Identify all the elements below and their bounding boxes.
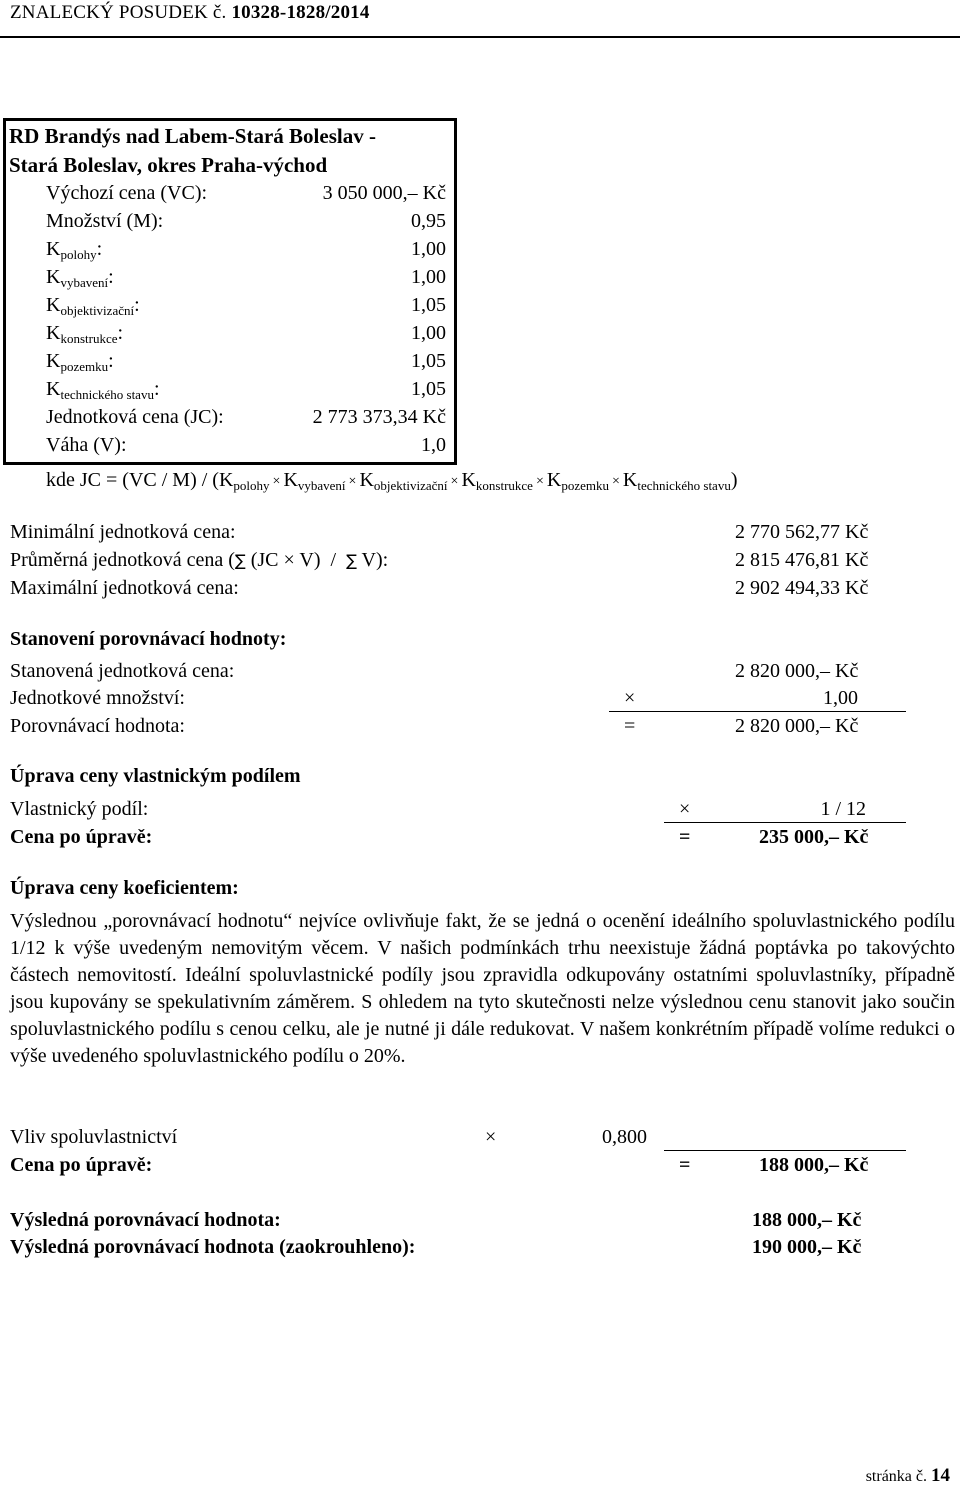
header-rule xyxy=(0,36,960,38)
max-price-label: Maximální jednotková cena: xyxy=(10,577,239,599)
rounded-value-label: Výsledná porovnávací hodnota (zaokrouhleno): xyxy=(10,1236,416,1258)
share-times: × xyxy=(679,798,691,820)
max-price-value: 2 902 494,33 Kč xyxy=(735,577,869,599)
comparison-heading: Stanovení porovnávací hodnoty: xyxy=(10,628,287,650)
final-value: 188 000,– Kč xyxy=(752,1209,862,1231)
influence-label: Vliv spoluvlastnictví xyxy=(10,1126,178,1148)
property-title-line1: RD Brandýs nad Labem-Stará Boleslav - xyxy=(9,124,376,148)
quantity-times: × xyxy=(624,687,636,709)
min-price-label: Minimální jednotková cena: xyxy=(10,521,236,543)
jc-formula: kde JC = $(VC / M) / (K_{polohy} \times K_{vybavení} \times K_{objektivizační} \times K_{konstrukce} \times K_{pozemku} \times K_{technického stavu})$ xyxy=(46,469,738,493)
ownership-price-label: Cena po úpravě: xyxy=(10,826,153,848)
row-label-jc: Jednotková cena (JC): xyxy=(46,406,224,428)
coefficient-paragraph: Výslednou „porovnávací hodnotu“ nejvíce ovlivňuje fakt, že se jedná o ocenění ideálního spoluvlastnického podílu 1/12 k výše uvedeným nemovitým věcem. V našich podmínkách trhu neexistuje žádná poptávka po takovýchto částech nemovitostí. Ideální spoluvlastnické podíly jsou zpravidla odkupovány ostatními spoluvlastníky, případně jsou kupovány se spekulativním záměrem. S ohledem na tyto skutečnosti nelze výslednou cenu stanovit jako součin spoluvlastnického podílu s cenou celku, ale je nutné ji dále redukovat. V našem konkrétním případě volíme redukci o výše uvedeného spoluvlastnického podílu o 20%. xyxy=(10,910,955,1067)
row-value-m: 0,95 xyxy=(411,210,446,232)
comparison-value-equals: = xyxy=(624,715,636,737)
page-number: 14 xyxy=(931,1465,950,1486)
header-number: 10328-1828/2014 xyxy=(231,2,370,23)
row-value-vc: 3 050 000,– Kč xyxy=(322,182,446,204)
quantity-value: 1,00 xyxy=(823,687,858,709)
final-value-label: Výsledná porovnávací hodnota: xyxy=(10,1209,281,1231)
ownership-price-equals: = xyxy=(679,826,691,848)
page-footer xyxy=(866,1465,950,1487)
influence-underline xyxy=(664,1150,906,1151)
row-label-k-konstrukce: $K_{konstrukce}$: xyxy=(46,322,124,346)
document-header xyxy=(10,2,370,24)
row-label-k-polohy: $K_{polohy}$: xyxy=(46,238,103,262)
min-price-value: 2 770 562,77 Kč xyxy=(735,521,869,543)
comparison-value: 2 820 000,– Kč xyxy=(735,715,859,737)
comparison-value-label: Porovnávací hodnota: xyxy=(10,715,185,737)
row-label-v: Váha (V): xyxy=(46,434,127,456)
unit-price-value: 2 820 000,– Kč xyxy=(735,660,859,682)
influence-value: 0,800 xyxy=(602,1126,647,1148)
coefficient-price-label: Cena po úpravě: xyxy=(10,1154,153,1176)
row-value-k-konstrukce: 1,00 xyxy=(411,322,446,344)
row-label-m: Množství (M): xyxy=(46,210,164,232)
coefficient-price-equals: = xyxy=(679,1154,691,1176)
coefficient-heading: Úprava ceny koeficientem: xyxy=(10,877,239,899)
share-value: 1 / 12 xyxy=(820,798,866,820)
influence-times: × xyxy=(485,1126,497,1148)
row-label-k-vybaveni: $K_{vybavení}$: xyxy=(46,266,114,290)
property-title xyxy=(9,122,376,180)
row-value-v: 1,0 xyxy=(421,434,446,456)
row-label-k-technickeho-stavu: $K_{technického stavu}$: xyxy=(46,378,160,402)
avg-price-value: 2 815 476,81 Kč xyxy=(735,549,869,571)
row-value-k-technickeho-stavu: 1,05 xyxy=(411,378,446,400)
ownership-heading: Úprava ceny vlastnickým podílem xyxy=(10,765,301,787)
page-label: stránka č. xyxy=(865,1468,927,1485)
row-value-k-polohy: 1,00 xyxy=(411,238,446,260)
rounded-value: 190 000,– Kč xyxy=(752,1236,862,1258)
share-label: Vlastnický podíl: xyxy=(10,798,149,820)
row-label-k-pozemku: $K_{pozemku}$: xyxy=(46,350,114,374)
coefficient-price-value: 188 000,– Kč xyxy=(759,1154,869,1176)
row-label-k-objektivizacni: $K_{objektivizační}$: xyxy=(46,294,140,318)
quantity-underline xyxy=(609,711,906,712)
row-value-k-objektivizacni: 1,05 xyxy=(411,294,446,316)
ownership-price-value: 235 000,– Kč xyxy=(759,826,869,848)
avg-price-label: Průměrná jednotková cena (∑ (JC × V) / ∑ V): xyxy=(10,549,389,571)
row-value-k-pozemku: 1,05 xyxy=(411,350,446,372)
header-title: ZNALECKÝ POSUDEK č. xyxy=(10,2,227,23)
share-underline xyxy=(664,822,906,823)
row-value-jc: 2 773 373,34 Kč xyxy=(312,406,446,428)
row-value-k-vybaveni: 1,00 xyxy=(411,266,446,288)
property-title-line2: Stará Boleslav, okres Praha-východ xyxy=(9,153,328,177)
unit-price-label: Stanovená jednotková cena: xyxy=(10,660,235,682)
row-label-vc: Výchozí cena (VC): xyxy=(46,182,208,204)
quantity-label: Jednotkové množství: xyxy=(10,687,185,709)
